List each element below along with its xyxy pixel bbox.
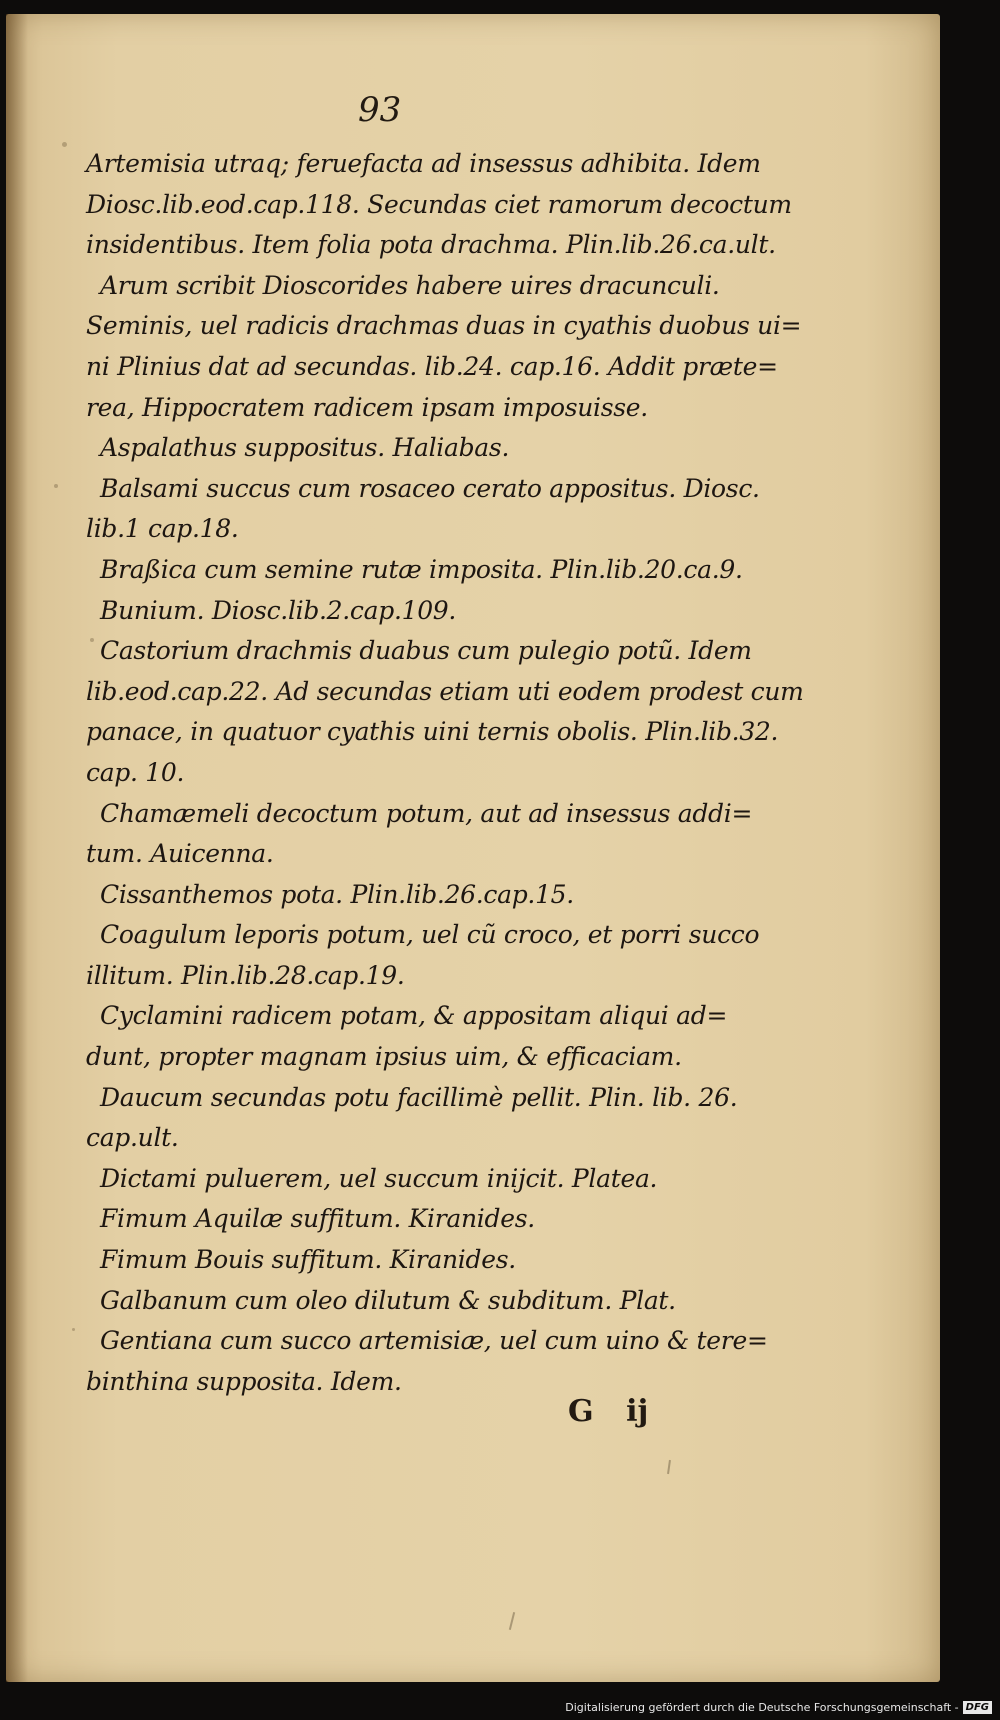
text-line: insidentibus. Item folia pota drachma. Plin.lib.26.ca.ult. <box>86 230 776 260</box>
text-line: Fimum Aquilæ suffitum. Kiranides. <box>100 1204 535 1234</box>
ink-speck <box>62 142 67 147</box>
text-line: cap.ult. <box>86 1123 179 1153</box>
text-line: Artemisia utraq; feruefacta ad insessus adhibita. Idem <box>86 149 761 178</box>
text-line: Seminis, uel radicis drachmas duas in cyathis duobus ui= <box>86 311 802 341</box>
text-line: dunt, propter magnam ipsius uim, & efficaciam. <box>86 1042 682 1072</box>
ink-speck <box>72 1328 75 1331</box>
text-line: lib.eod.cap.22. Ad secundas etiam uti eodem prodest cum <box>86 676 804 706</box>
text-line: Cissanthemos pota. Plin.lib.26.cap.15. <box>100 879 574 909</box>
text-line: lib.1 cap.18. <box>86 514 239 544</box>
text-line: Chamæmeli decoctum potum, aut ad insessus addi= <box>100 798 753 828</box>
ink-speck <box>54 484 58 488</box>
text-line: panace, in quatuor cyathis uini ternis obolis. Plin.lib.32. <box>86 717 779 747</box>
paper-scratch <box>509 1612 515 1630</box>
text-line: ni Plinius dat ad secundas. lib.24. cap.16. Addit præte= <box>86 351 778 381</box>
text-line: Balsami succus cum rosaceo cerato appositus. Diosc. <box>100 473 760 503</box>
text-line: cap. 10. <box>86 757 185 787</box>
text-line: Arum scribit Dioscorides habere uires dracunculi. <box>100 270 720 300</box>
text-line: Daucum secundas potu facillimè pellit. Plin. lib. 26. <box>100 1082 738 1112</box>
book-page <box>6 14 940 1682</box>
text-line: rea, Hippocratem radicem ipsam imposuisse. <box>86 392 648 422</box>
footer-credit: Digitalisierung gefördert durch die Deutsche Forschungsgemeinschaft - <box>565 1701 959 1714</box>
paper-scratch <box>667 1460 671 1474</box>
signature-mark: G ij <box>568 1394 649 1429</box>
text-line: Coagulum leporis potum, uel cũ croco, et porri succo <box>100 920 760 950</box>
text-line: Braßica cum semine rutæ imposita. Plin.lib.20.ca.9. <box>100 554 743 584</box>
page-gutter-shadow <box>6 14 28 1682</box>
page-number: 93 <box>358 90 402 130</box>
text-line: Dictami puluerem, uel succum inijcit. Platea. <box>100 1163 658 1193</box>
text-line: Diosc.lib.eod.cap.118. Secundas ciet ramorum decoctum <box>86 189 792 219</box>
page-text-block <box>86 144 804 1402</box>
text-line: Castorium drachmis duabus cum pulegio potũ. Idem <box>100 636 752 666</box>
text-line: Cyclamini radicem potam, & appositam aliqui ad= <box>100 1001 728 1031</box>
digitization-footer <box>565 1701 992 1714</box>
dfg-logo-icon: DFG <box>963 1701 992 1714</box>
text-line: Bunium. Diosc.lib.2.cap.109. <box>100 595 457 625</box>
text-line: binthina supposita. Idem. <box>86 1366 402 1396</box>
text-line: Fimum Bouis suffitum. Kiranides. <box>100 1245 516 1275</box>
text-line: Gentiana cum succo artemisiæ, uel cum uino & tere= <box>100 1326 768 1356</box>
text-line: Galbanum cum oleo dilutum & subditum. Plat. <box>100 1285 676 1315</box>
text-line: Aspalathus suppositus. Haliabas. <box>100 433 510 463</box>
text-line: illitum. Plin.lib.28.cap.19. <box>86 960 405 990</box>
ink-speck <box>90 638 94 642</box>
text-line: tum. Auicenna. <box>86 839 274 869</box>
